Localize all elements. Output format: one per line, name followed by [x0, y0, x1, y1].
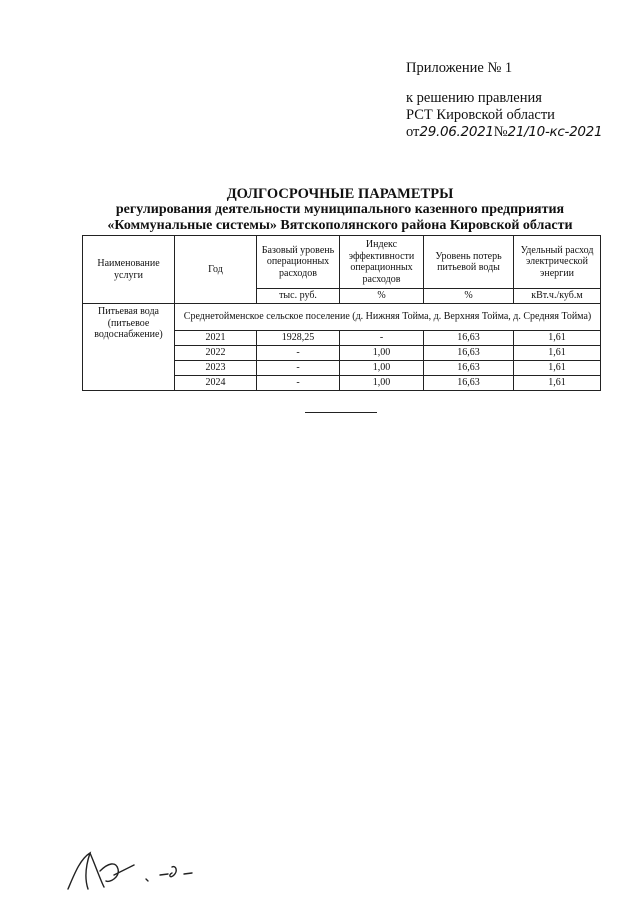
appendix-decision-line: к решению правления: [406, 90, 542, 106]
header-efficiency: Индекс эффективности операционных расходов: [340, 236, 424, 289]
appendix-title: Приложение № 1: [406, 60, 513, 76]
unit-base-level: тыс. руб.: [257, 289, 340, 304]
row-base-level: 1928,25: [257, 331, 340, 346]
header-energy: Удельный расход электрической энергии: [514, 236, 601, 289]
row-base-level: -: [257, 346, 340, 361]
row-energy: 1,61: [514, 346, 601, 361]
appendix-organization: РСТ Кировской области: [406, 107, 555, 123]
row-base-level: -: [257, 361, 340, 376]
date-prefix: от: [406, 124, 420, 140]
appendix-date-number: [406, 124, 626, 141]
header-losses: Уровень потерь питьевой воды: [424, 236, 514, 289]
handwritten-date: 29.06.2021: [419, 124, 494, 140]
row-year: 2021: [175, 331, 257, 346]
closing-divider: [305, 412, 377, 413]
row-energy: 1,61: [514, 331, 601, 346]
parameters-table: [82, 235, 601, 391]
row-efficiency: 1,00: [340, 346, 424, 361]
service-name: Питьевая вода (питьевое водоснабжение): [83, 304, 175, 391]
number-prefix: №: [493, 124, 508, 140]
header-base-level: Базовый уровень операционных расходов: [257, 236, 340, 289]
heading-line-2: регулирования деятельности муниципального казенного предприятия: [115, 202, 565, 217]
row-year: 2024: [175, 376, 257, 391]
row-losses: 16,63: [424, 376, 514, 391]
table-header-row: [83, 236, 601, 289]
row-losses: 16,63: [424, 331, 514, 346]
row-efficiency: 1,00: [340, 361, 424, 376]
header-year: Год: [175, 236, 257, 304]
row-efficiency: 1,00: [340, 376, 424, 391]
row-year: 2022: [175, 346, 257, 361]
unit-losses: %: [424, 289, 514, 304]
unit-energy: кВт.ч./куб.м: [514, 289, 601, 304]
header-service: Наименование услуги: [83, 236, 175, 304]
handwritten-number: 21/10-кс-2021: [507, 124, 603, 140]
heading-line-1: ДОЛГОСРОЧНЫЕ ПАРАМЕТРЫ: [226, 186, 454, 202]
table-settlement-row: [83, 304, 601, 331]
settlement-name: Среднетойменское сельское поселение (д. Нижняя Тойма, д. Верхняя Тойма, д. Средняя Тойма): [175, 304, 601, 331]
row-efficiency: -: [340, 331, 424, 346]
handwritten-signature: [60, 845, 210, 895]
document-heading: [60, 186, 620, 234]
row-losses: 16,63: [424, 346, 514, 361]
row-energy: 1,61: [514, 376, 601, 391]
heading-line-3: «Коммунальные системы» Вятскополянского района Кировской области: [107, 218, 573, 233]
unit-efficiency: %: [340, 289, 424, 304]
appendix-block: [406, 60, 626, 141]
row-base-level: -: [257, 376, 340, 391]
row-losses: 16,63: [424, 361, 514, 376]
row-energy: 1,61: [514, 361, 601, 376]
row-year: 2023: [175, 361, 257, 376]
